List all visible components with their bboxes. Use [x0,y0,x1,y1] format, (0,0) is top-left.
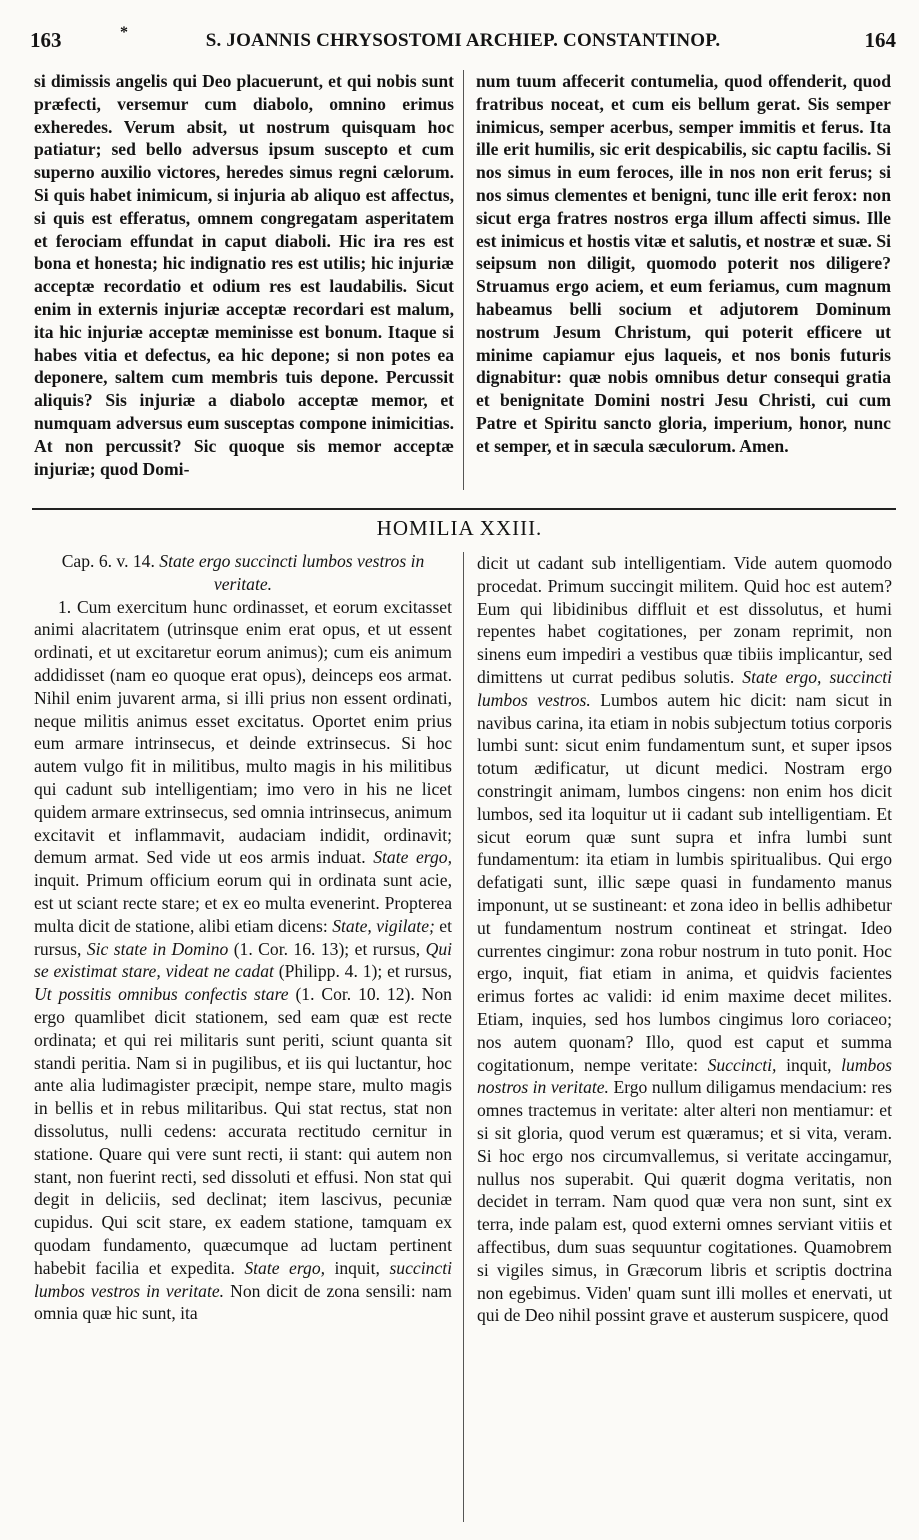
quotation: lumbos nostros in veritate. [477,1054,892,1098]
text-run: et rursus, [387,961,452,982]
bottom-left-column [34,550,452,1325]
quotation: Succincti, [707,1054,777,1075]
text-run: et rursus, [34,915,452,959]
text-run: inquit. Primum officium eorum qui in ordinata sunt acie, est ut sciant recte stare; et ex eo multa evenerint. Propterea multa dicit de statione, alibi etiam dicens: [34,870,452,936]
page-number-right: 164 [864,28,896,52]
scripture-reference: (1. Cor. 10. 12). [295,984,415,1005]
quotation: State, vigilate; [332,915,435,936]
scripture-reference: (Philipp. 4. 1); [278,961,383,982]
text-run: Lumbos autem hic dicit: nam sicut in navibus carina, ita etiam in nobis subjectum totius corporis lumbi sunt: sicut enim fundamentum sunt, et super ipsos totum ædificatur, ut dicunt medici. Nostram ergo constringit animam, lumbos cingens: non enim hos dicit lumbos, sed ita loquitur ut ii cadant sub intelligentiam. Et sicut eorum quæ sunt supra et infra lumbi sunt fundamentum: ita etiam in lumbis spiritualibus. Qui ergo defatigati sunt, illic sæpe quasi in fundamento manus imponunt, ut se sustineant: et zona ideo in bellis adhibetur ut fundamentum nostrum contineat et stringat. Ideo currentes cingimur: zona robur nostrum in tuto ponit. Hoc ergo, inquit, fiat etiam in anima, et quidvis facientes erimus fortes ac validi: id enim maxime decet milites. Etiam, inquies, sed hos lumbos cingimus loro coriaceo; nos autem quonam? Illo, quod est caput et summa cogitationum, nempe veritate: [477,689,893,1075]
caption-text: State ergo succincti lumbos vestros in veritate. [159,551,425,594]
text-run: Non dicit de zona sensili: nam omnia quæ hic sunt, ita [34,1280,452,1324]
top-right-column [476,70,891,458]
quotation: State ergo, [244,1257,326,1278]
quotation: State ergo, [373,847,452,868]
quotation: State ergo, succincti lumbos vestros. [477,666,892,710]
printer-mark: * [120,24,128,41]
chapter-caption [34,550,452,596]
quotation: Sic state in Domino [86,938,229,959]
page-number-left: 163 [30,28,62,52]
homily-title: HOMILIA XXIII. [376,516,543,540]
text-run: inquit, [334,1257,380,1278]
column-divider-bottom [463,552,464,1522]
text-run: et rursus, [354,938,421,959]
section-rule [32,508,896,510]
quotation: succincti lumbos vestros in veritate. [34,1257,452,1301]
caption-reference: Cap. 6. v. 14. [61,551,155,571]
text-run: Ergo nullum diligamus mendacium: res omnes tractemus in veritate: alter alteri non mentiamur: et si sit gloria, quod verum est quæramus; et si vita, veram. Si hoc ergo nos circumvallemus, si veritate accingamur, nullus nos superabit. Qui quærit dogma veritatis, non decidet in terram. Nam quod quæ vera non sunt, sint ex terra, inde palam est, quod externi omnes serviant vitiis et affectibus, dum suas sequuntur cogitationes. Quamobrem si vigiles simus, in Græcorum libris et scriptis doctrina non egebimus. Viden' quam sunt illi molles et enervati, ut qui de Deo nihil possint grave et austerum suspicere, quod [477,1077,893,1326]
text-run: dicit ut cadant sub intelligentiam. Vide autem quomodo procedat. Primum succingit militem. Quid hoc est autem? Eum qui libidinibus diffluit et est dissolutus, et humi repentes habet cogitationes, per zonam reprimit, non sinens eum impediri a vestibus quæ tibiis implicantur, sed dimittens ut currat pedibus solutis. [477,553,892,687]
homily-paragraph-continued [477,552,892,1327]
top-left-text: si dimissis angelis qui Deo placuerunt, et qui nobis sunt præfecti, versemur cum diabolo, omnino erimus exheredes. Verum absit, ut nostrum quisquam hoc patiatur; sed bello adversus ipsum suscepto et cum superno auxilio victores, heredes simus regni cælorum. Si quis habet inimicum, si injuria ab aliquo est affectus, si quis est efferatus, omnem congregatam asperitatem et ferociam effundat in caput diaboli. Hic ira res est bona et honesta; hic indignatio res est utilis; hic injuriæ acceptæ recordatio et odium res est laudabilis. Sicut enim in externis injuriæ acceptæ recordari est malum, ita hic injuriæ acceptæ meminisse est bonum. Itaque si habes vitia et defectus, ea hic depone; si non potes ea deponere, saltem cum membris tuis depone. Percussit aliquis? Sis injuriæ a diabolo acceptæ memor, et numquam adversus eum susceptas compone inimicitias. At non percussit? Sic quoque sis memor acceptæ injuriæ; quod Domi- [34,71,454,479]
scripture-reference: (1. Cor. 16. 13); [233,938,350,959]
quotation: Ut possitis omnibus confectis stare [34,984,289,1005]
homily-paragraph [34,596,452,1326]
page-header [30,24,896,58]
bottom-right-column [477,552,892,1327]
text-run: inquit, [786,1054,832,1075]
text-run: Non ergo quamlibet dicit stationem, sed eam quæ est recte ordinata; et qui rei militaris sunt periti, sciunt quanta sit standi peritia. Nam si in pugilibus, et iis qui luctantur, hoc ante alia ludimagister præcipit, nempe stare, multo magis in bellis et in rebus militaribus. Qui stat rectus, stat non dissolutus, nulli cedens: accurata rectitudo cernitur in statione. Quare qui vere sunt recti, ii stant: qui autem non stant, non fuerint recti, sed dissoluti et effusi. Non stat qui degit in deliciis, sed declinat; item lascivus, pecuniæ cupidus. Qui scit stare, ex eadem statione, tamquam ex quodam fundamento, quæcumque ad luctam pertinent habebit facilia et expedita. [34,984,452,1278]
running-title: S. JOANNIS CHRYSOSTOMI ARCHIEP. CONSTANTINOP. [205,30,721,51]
text-run: 1. Cum exercitum hunc ordinasset, et eorum excitasset animi alacritatem (utrinsque enim erat opus, et ut essent ordinati, et ut excitaretur eorum animus); cum eis animum addidisset (nam eo quoque erat opus), deinceps eos armat. Nihil enim juvarent arma, si illi prius non essent ordinati, neque militis animus esset excitatus. Oportet enim prius eum armare intrinsecus, et deinde extrinsecus. Si hoc autem vulgo fit in militibus, multo magis in his militibus qui cadunt sub intelligentiam; imo vero in his ne licet quidem armare extrinsecus, sed omnia intrinsecus, animum excitavit et inflammavit, audaciam indidit, ordinavit; demum armat. Sed vide ut eos armis induat. [34,596,452,868]
top-right-text: num tuum affecerit contumelia, quod offenderit, quod fratribus noceat, et cum eis bellum gerat. Sis semper inimicus, semper acerbus, semper immitis et ferus. Ita ille erit humilis, sic erit despicabilis, sic captu facilis. Si nos simus in eum feroces, ille in nos non erit ferus; si nos simus clementes et benigni, tunc ille erit ferox: non sicut erga fratres nostros erga illum affecti simus. Ille est inimicus et hostis vitæ et salutis, et nostræ et suæ. Si seipsum non diligit, quomodo poterit nos diligere? Struamus ergo aciem, et eum feriamus, cum magnum habeamus belli socium et adjutorem Dominum nostrum Jesum Christum, qui poterit efficere ut minime capiamur ejus laqueis, et nos bonis futuris dignabitur: quæ nobis omnibus detur consequi gratia et benignitate Domini nostri Jesu Christi, cui cum Patre et Spiritu sancto gloria, imperium, honor, nunc et semper, et in sæcula sæculorum. Amen. [476,71,891,456]
column-divider-top [463,70,464,490]
quotation: Qui se existimat stare, videat ne cadat [34,938,453,982]
top-left-column [34,70,454,480]
